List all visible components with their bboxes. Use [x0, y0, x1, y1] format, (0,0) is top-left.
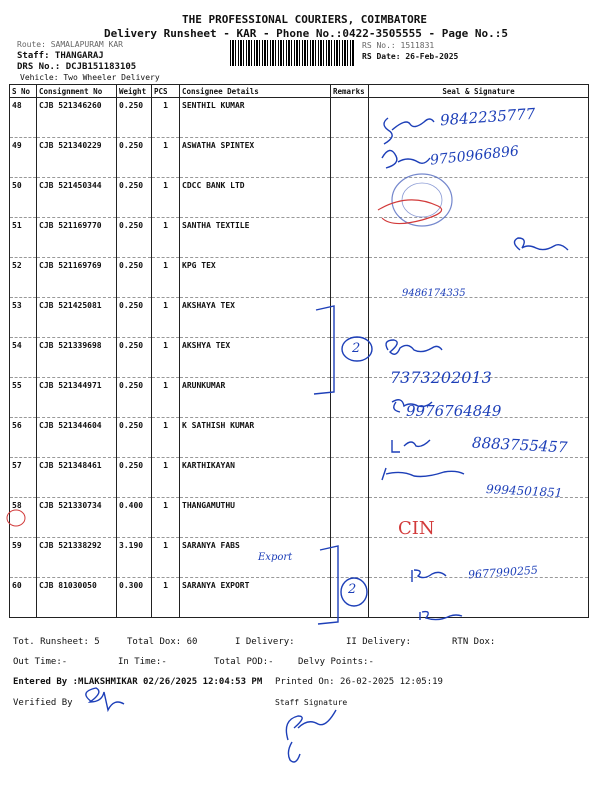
total-dox: Total Dox: 60: [127, 637, 198, 647]
delvy-points: Delvy Points:-: [298, 657, 374, 667]
cell-weight: 0.250: [117, 98, 152, 138]
signature-59: [412, 570, 446, 582]
col-remarks-header: Remarks: [331, 85, 369, 98]
signature-56: [392, 440, 430, 452]
signature-57: [382, 468, 464, 480]
signature-51: [514, 238, 568, 250]
circle-number-b: 2: [348, 582, 357, 597]
cell-pcs: 1: [152, 578, 180, 618]
handwritten-phone-57: 9994501851: [485, 482, 563, 500]
red-scribble: [378, 200, 442, 224]
cell-sno: 58: [10, 498, 37, 538]
cell-sno: 59: [10, 538, 37, 578]
handwritten-phone-54: 7373202013: [390, 368, 492, 387]
signature-48: [384, 118, 434, 144]
handwritten-phone-52: 9486174335: [402, 288, 466, 299]
cell-sno: 51: [10, 218, 37, 258]
cell-pcs: 1: [152, 98, 180, 138]
drs-number: DRS No.: DCJB151183105: [17, 62, 137, 72]
cell-consignment-no: CJB 521344604: [37, 418, 117, 458]
col-seal-header: Seal & Signature: [369, 85, 589, 98]
cell-consignee: SARANYA EXPORT: [180, 578, 331, 618]
cell-weight: 0.250: [117, 418, 152, 458]
circle-number-a: 2: [352, 341, 361, 356]
cell-pcs: 1: [152, 498, 180, 538]
cell-sno: 56: [10, 418, 37, 458]
cell-weight: 0.300: [117, 578, 152, 618]
cell-consignment-no: CJB 521169770: [37, 218, 117, 258]
rs-number: RS No.: 1511831: [362, 41, 435, 50]
total-pod: Total POD:-: [214, 657, 274, 667]
cell-consignment-no: CJB 521344971: [37, 378, 117, 418]
verified-signature: [86, 688, 124, 710]
cell-sno: 54: [10, 338, 37, 378]
entered-by: Entered By :MLAKSHMIKAR 02/26/2025 12:04:53 PM: [13, 677, 263, 687]
rs-date: RS Date: 26-Feb-2025: [362, 52, 459, 61]
cell-weight: 0.250: [117, 138, 152, 178]
cell-weight: 0.250: [117, 218, 152, 258]
cell-weight: 0.250: [117, 178, 152, 218]
cell-consignee: ASWATHA SPINTEX: [180, 138, 331, 178]
cell-sno: 53: [10, 298, 37, 338]
cell-pcs: 1: [152, 458, 180, 498]
verified-by-label: Verified By: [13, 698, 73, 708]
cell-consignment-no: CJB 521338292: [37, 538, 117, 578]
company-name: THE PROFESSIONAL COURIERS, COIMBATORE: [182, 13, 428, 26]
cell-consignee: THANGAMUTHU: [180, 498, 331, 538]
signature-49: [382, 150, 430, 168]
staff-label: Staff: THANGARAJ: [17, 51, 104, 61]
cell-consignment-no: CJB 81030050: [37, 578, 117, 618]
handwritten-phone-59: 9677990255: [467, 563, 539, 582]
cell-pcs: 1: [152, 178, 180, 218]
cell-weight: 0.250: [117, 338, 152, 378]
cell-consignment-no: CJB 521348461: [37, 458, 117, 498]
handwritten-export-note: Export: [258, 552, 293, 563]
staff-signature-label: Staff Signature: [275, 698, 348, 707]
in-time: In Time:-: [118, 657, 167, 667]
cell-sno: 55: [10, 378, 37, 418]
runsheet-subtitle: Delivery Runsheet - KAR - Phone No.:0422-3505555 - Page No.:5: [104, 27, 508, 40]
cell-consignment-no: CJB 521425081: [37, 298, 117, 338]
bracket-mark-b: [318, 546, 338, 624]
cell-weight: 0.250: [117, 258, 152, 298]
row-58-circle: [7, 510, 25, 526]
handwritten-phone-56: 8883755457: [471, 433, 568, 457]
col-sno-header: S No: [10, 85, 37, 98]
cell-pcs: 1: [152, 538, 180, 578]
bank-seal-stamp: [392, 174, 452, 226]
cell-consignee: KPG TEX: [180, 258, 331, 298]
cell-sno: 48: [10, 98, 37, 138]
signature-60: [420, 612, 462, 620]
cell-pcs: 1: [152, 378, 180, 418]
cell-sno: 49: [10, 138, 37, 178]
rtn-dox: RTN Dox:: [452, 637, 496, 647]
cell-consignment-no: CJB 521339698: [37, 338, 117, 378]
cell-pcs: 1: [152, 258, 180, 298]
cell-consignee: SENTHIL KUMAR: [180, 98, 331, 138]
staff-signature: [286, 710, 336, 762]
cell-consignee: KARTHIKAYAN: [180, 458, 331, 498]
cell-sno: 52: [10, 258, 37, 298]
cell-pcs: 1: [152, 298, 180, 338]
cell-consignee: AKSHYA TEX: [180, 338, 331, 378]
handwritten-phone-49: 9750966896: [429, 143, 520, 169]
cell-consignment-no: CJB 521169769: [37, 258, 117, 298]
route-label: Route: SAMALAPURAM KAR: [17, 40, 123, 49]
bracket-mark-a: [314, 306, 334, 394]
cell-pcs: 1: [152, 218, 180, 258]
i-delivery: I Delivery:: [235, 637, 295, 647]
cell-consignee: SARANYA FABS: [180, 538, 331, 578]
cell-consignee: ARUNKUMAR: [180, 378, 331, 418]
cell-sno: 50: [10, 178, 37, 218]
col-consignment-header: Consignment No: [37, 85, 117, 98]
cell-weight: 0.250: [117, 378, 152, 418]
cell-consignment-no: CJB 521340229: [37, 138, 117, 178]
cell-weight: 0.400: [117, 498, 152, 538]
cell-consignment-no: CJB 521346260: [37, 98, 117, 138]
out-time: Out Time:-: [13, 657, 68, 667]
ii-delivery: II Delivery:: [346, 637, 412, 647]
cell-weight: 3.190: [117, 538, 152, 578]
cell-sno: 57: [10, 458, 37, 498]
handwritten-phone-48: 9842235777: [439, 104, 536, 130]
signature-54: [386, 340, 442, 354]
cell-consignment-no: CJB 521330734: [37, 498, 117, 538]
cell-consignee: AKSHAYA TEX: [180, 298, 331, 338]
cell-pcs: 1: [152, 338, 180, 378]
handwritten-cin-58: CIN: [398, 518, 435, 539]
cell-pcs: 1: [152, 138, 180, 178]
handwritten-phone-55: 9976764849: [406, 402, 502, 420]
cell-weight: 0.250: [117, 298, 152, 338]
cell-consignee: SANTHA TEXTILE: [180, 218, 331, 258]
cell-consignee: K SATHISH KUMAR: [180, 418, 331, 458]
cell-sno: 60: [10, 578, 37, 618]
printed-on: Printed On: 26-02-2025 12:05:19: [275, 677, 443, 687]
cell-pcs: 1: [152, 418, 180, 458]
cell-weight: 0.250: [117, 458, 152, 498]
cell-consignment-no: CJB 521450344: [37, 178, 117, 218]
cell-consignee: CDCC BANK LTD: [180, 178, 331, 218]
tot-runsheet: Tot. Runsheet: 5: [13, 637, 100, 647]
vehicle-label: Vehicle: Two Wheeler Delivery: [20, 73, 160, 82]
col-consignee-header: Consignee Details: [180, 85, 331, 98]
col-weight-header: Weight: [117, 85, 152, 98]
col-pcs-header: PCS: [152, 85, 180, 98]
